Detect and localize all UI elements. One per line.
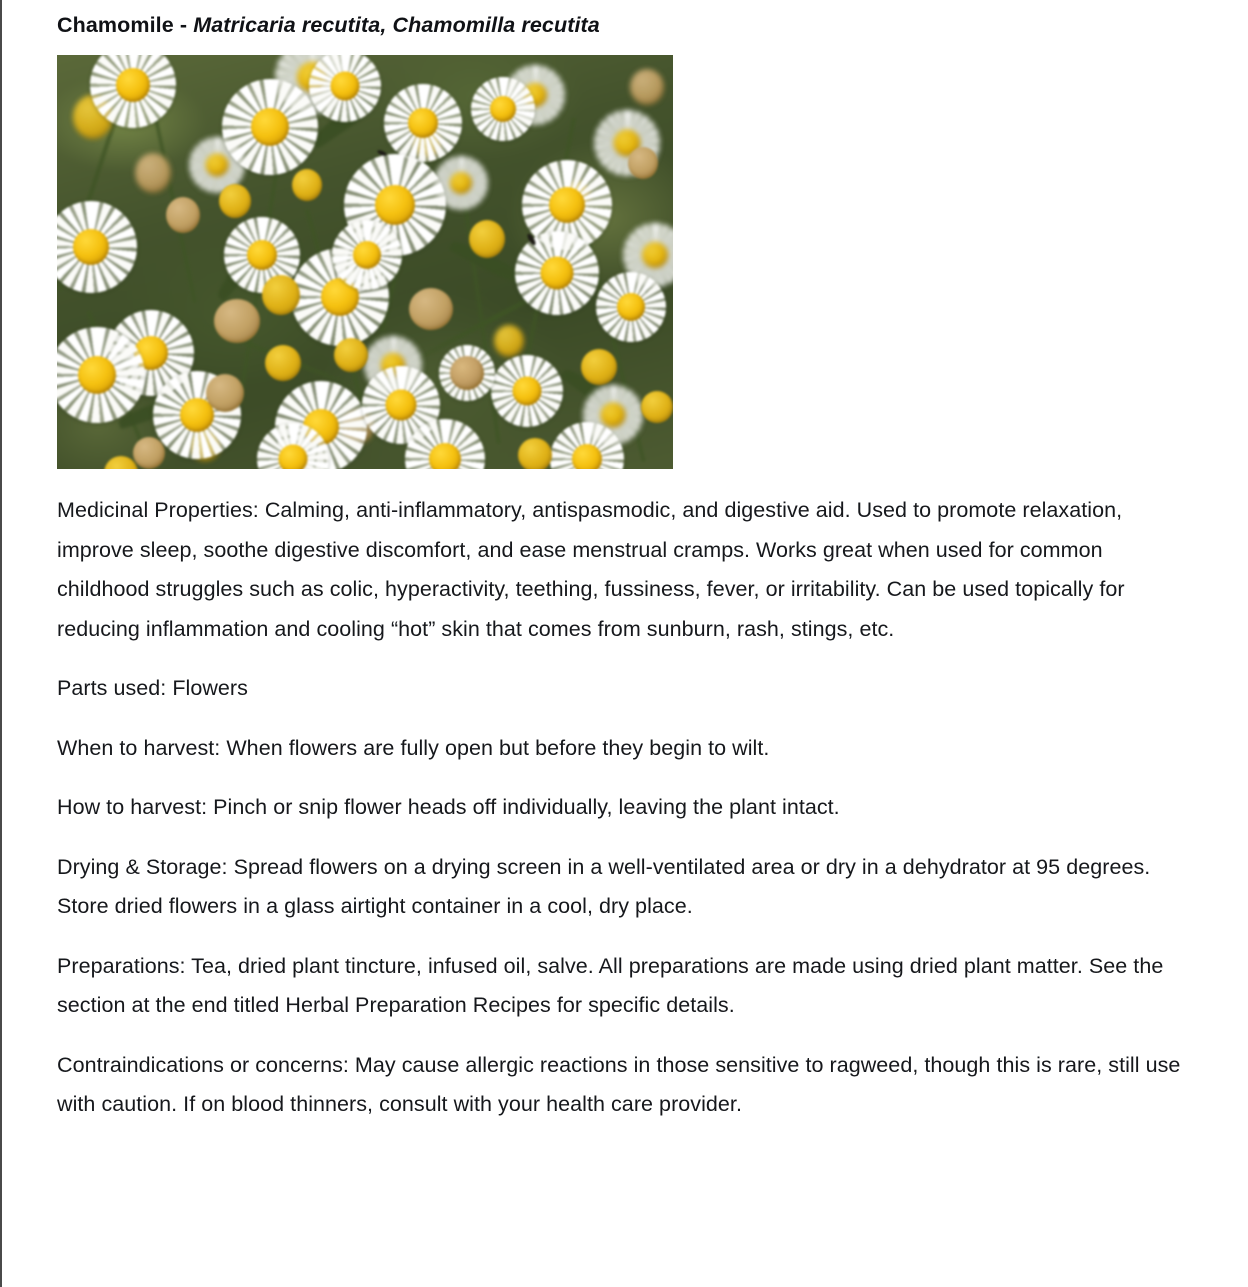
- plant-common-name: Chamomile -: [57, 13, 194, 37]
- contraindications-paragraph: Contraindications or concerns: May cause allergic reactions in those sensitive to ragweed, though this is rare, still use with caution. If on blood thinners, consult with your health care provider.: [57, 1052, 1181, 1117]
- document-page: [57, 0, 1187, 1125]
- chamomile-photo-canvas: [57, 55, 673, 469]
- plant-scientific-name: Matricaria recutita, Chamomilla recutita: [193, 13, 600, 37]
- drying-storage-paragraph: Drying & Storage: Spread flowers on a drying screen in a well-ventilated area or dry in a dehydrator at 95 degrees. Store dried flowers in a glass airtight container in a cool, dry place.: [57, 854, 1151, 919]
- page-left-rule: [0, 0, 2, 1287]
- preparations-paragraph: Preparations: Tea, dried plant tincture, infused oil, salve. All preparations are made using dried plant matter. See the section at the end titled Herbal Preparation Recipes for specific details.: [57, 953, 1164, 1018]
- parts-used-paragraph: Parts used: Flowers: [57, 676, 248, 701]
- medicinal-properties-paragraph: Medicinal Properties: Calming, anti-inflammatory, antispasmodic, and digestive aid. Used to promote relaxation, improve sleep, soothe digestive discomfort, and ease menstrual cramps. Works great when used for common childhood struggles such as colic, hyperactivity, teething, fussiness, fever, or irritability. Can be used topically for reducing inflammation and cooling “hot” skin that comes from sunburn, rash, stings, etc.: [57, 498, 1125, 641]
- page-title: [57, 0, 1187, 40]
- how-to-harvest-paragraph: How to harvest: Pinch or snip flower heads off individually, leaving the plant intact.: [57, 795, 840, 820]
- body-copy: [57, 491, 1187, 1125]
- when-to-harvest-paragraph: When to harvest: When flowers are fully open but before they begin to wilt.: [57, 735, 770, 760]
- chamomile-photo: [57, 55, 673, 469]
